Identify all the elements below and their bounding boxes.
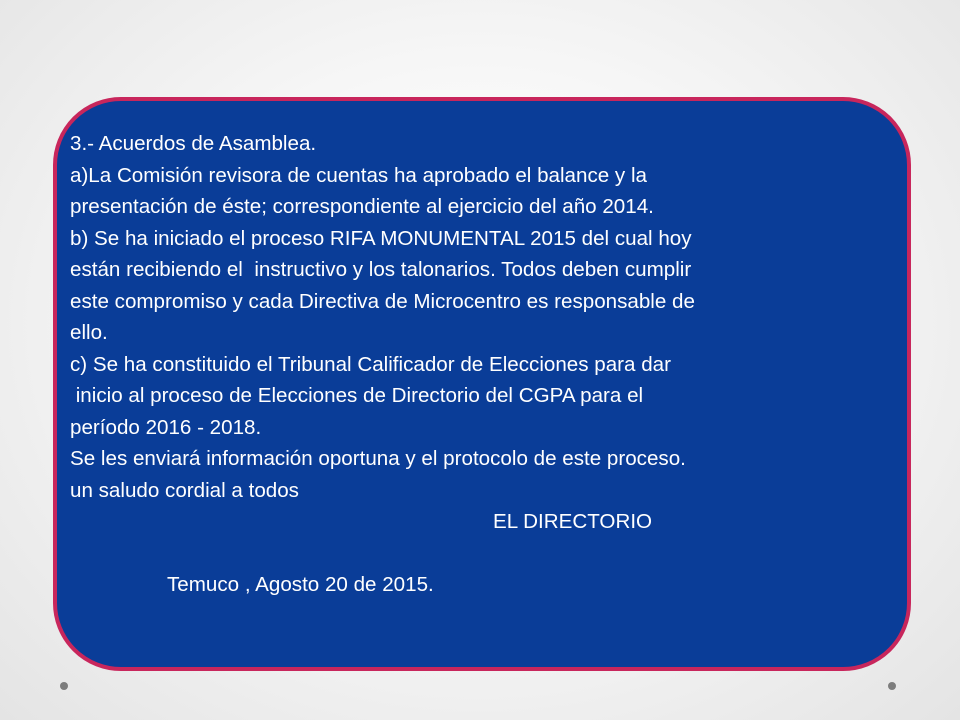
text-line: c) Se ha constituido el Tribunal Calificador de Elecciones para dar: [70, 352, 671, 376]
text-line: b) Se ha iniciado el proceso RIFA MONUMENTAL 2015 del cual hoy: [70, 226, 692, 250]
blank-line: [70, 538, 910, 570]
text-line: están recibiendo el instructivo y los talonarios. Todos deben cumplir: [70, 258, 692, 281]
left-bullet-dot-icon: [60, 682, 68, 690]
heading-line: 3.- Acuerdos de Asamblea.: [70, 132, 317, 155]
date-line: Temuco , Agosto 20 de 2015.: [167, 573, 434, 596]
text-line: a)La Comisión revisora de cuentas ha aprobado el balance y la: [70, 163, 647, 187]
text-line: período 2016 - 2018.: [70, 415, 262, 439]
text-line: un saludo cordial a todos: [70, 478, 299, 502]
text-line: inicio al proceso de Elecciones de Directorio del CGPA para el: [70, 384, 644, 407]
right-bullet-dot-icon: [888, 682, 896, 690]
announcement-text: [70, 128, 910, 601]
signature-line: EL DIRECTORIO: [493, 510, 653, 533]
text-line: Se les enviará información oportuna y el protocolo de este proceso.: [70, 447, 686, 470]
text-line: presentación de éste; correspondiente al ejercicio del año 2014.: [70, 195, 654, 218]
text-line: este compromiso y cada Directiva de Microcentro es responsable de: [70, 289, 695, 313]
text-line: ello.: [70, 321, 108, 344]
